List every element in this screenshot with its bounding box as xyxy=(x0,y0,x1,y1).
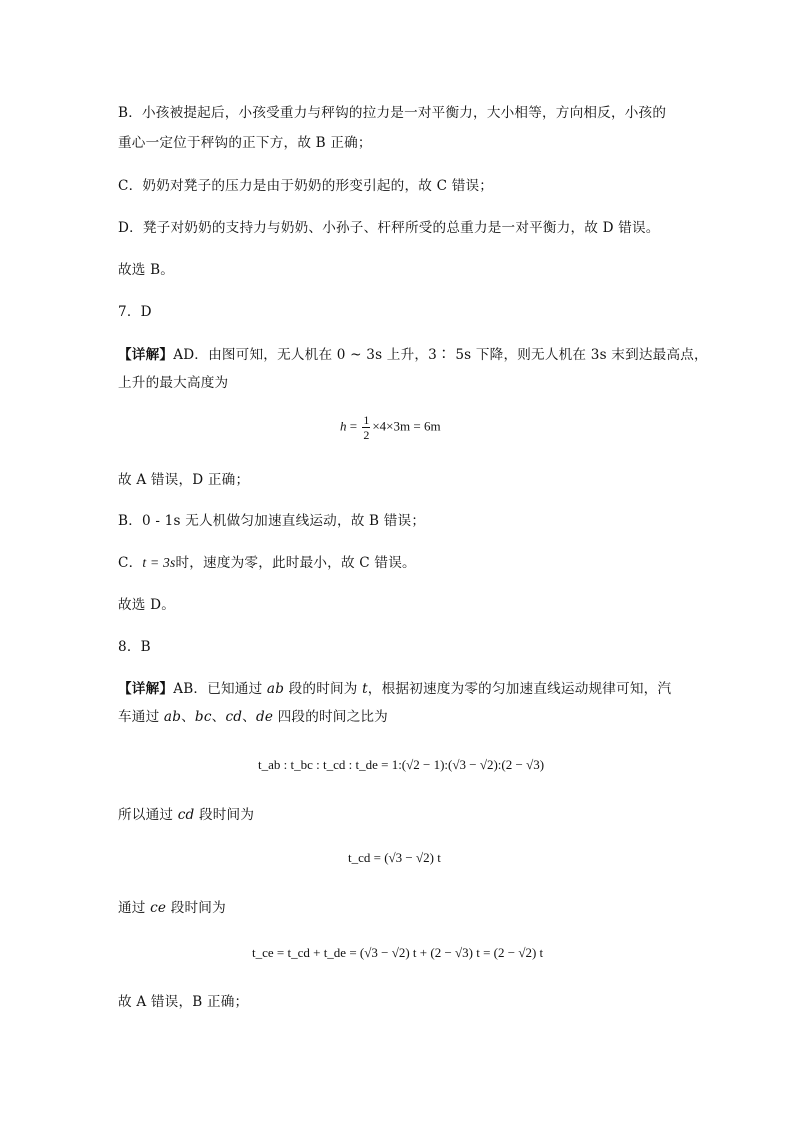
text-span: 通过 xyxy=(118,900,151,916)
detail-tag: 【详解】 xyxy=(118,347,174,363)
text-line: D．凳子对奶奶的支持力与奶奶、小孙子、杆秤所受的总重力是一对平衡力，故 D 错误。 xyxy=(118,220,660,236)
text-line xyxy=(118,553,416,573)
eq-var: h xyxy=(340,418,347,434)
math-inline: ce xyxy=(150,900,167,916)
eq-sign: = xyxy=(346,418,361,434)
text-line: 重心一定位于秤钩的正下方，故 B 正确； xyxy=(118,135,372,151)
math-inline: bc xyxy=(194,709,212,725)
text-line xyxy=(118,679,671,699)
eq-text: t_ce = t_cd + t_de = (√3 − √2) t + (2 − √3) t = (2 − √2) t xyxy=(252,945,544,960)
text-span: AB．已知通过 xyxy=(173,681,267,697)
math-inline: cd xyxy=(225,709,243,725)
question-number: 7．D xyxy=(118,304,152,320)
text-line: B．0 - 1s 无人机做匀加速直线运动，故 B 错误； xyxy=(118,513,426,529)
text-span: 、 xyxy=(242,709,256,725)
text-line: 故选 D。 xyxy=(118,597,176,613)
math-inline: cd xyxy=(177,807,195,823)
math-inline: t = 3s xyxy=(142,555,176,570)
text-span: ，根据初速度为零的匀加速直线运动规律可知，汽 xyxy=(367,681,672,697)
text-span: 时，速度为零，此时最小，故 C 错误。 xyxy=(175,555,416,571)
text-span: 所以通过 xyxy=(118,807,178,823)
text-span: 车通过 xyxy=(118,709,164,725)
text-line: C．奶奶对凳子的压力是由于奶奶的形变引起的，故 C 错误； xyxy=(118,178,494,194)
text-span: AD．由图可知，无人机在 0 ~ 3s 上升，3∶ 5s 下降，则无人机在 3s 末到达最高点， xyxy=(173,347,708,363)
text-line: 故 A 错误，B 正确； xyxy=(118,994,249,1010)
text-span: 段时间为 xyxy=(194,807,255,823)
text-line: 故 A 错误，D 正确； xyxy=(118,472,250,488)
text-line: B．小孩被提起后，小孩受重力与秤钩的拉力是一对平衡力，大小相等，方向相反，小孩的 xyxy=(118,105,667,121)
fraction-numerator: 1 xyxy=(363,413,370,427)
text-line xyxy=(118,805,254,825)
text-span: 、 xyxy=(211,709,226,725)
fraction xyxy=(362,413,370,442)
text-line: 上升的最大高度为 xyxy=(118,375,229,391)
equation-ratio xyxy=(258,755,544,775)
fraction-denominator: 2 xyxy=(363,428,370,442)
text-span: 段的时间为 xyxy=(284,681,363,697)
math-inline: t xyxy=(362,681,368,697)
eq-text: t_ab : t_bc : t_cd : t_de = 1:(√2 − 1):(√3 − √2):(2 − √3) xyxy=(258,757,545,772)
eq-text: t_cd = (√3 − √2) t xyxy=(348,850,441,865)
equation-height xyxy=(340,413,441,442)
text-line xyxy=(118,345,708,365)
text-span: 四段的时间之比为 xyxy=(273,709,388,725)
text-line xyxy=(118,707,388,727)
math-inline: ab xyxy=(163,709,182,725)
detail-tag: 【详解】 xyxy=(118,681,174,697)
text-span: C． xyxy=(118,555,143,571)
math-inline: ab xyxy=(266,681,285,697)
text-line: 故选 B。 xyxy=(118,262,175,278)
equation-tcd xyxy=(348,848,441,868)
text-span: 、 xyxy=(181,709,195,725)
equation-tce xyxy=(252,943,543,963)
text-line xyxy=(118,898,226,918)
text-span: 段时间为 xyxy=(166,900,226,916)
eq-rest: ×4×3m = 6m xyxy=(372,418,441,434)
question-number: 8．B xyxy=(118,639,151,655)
math-inline: de xyxy=(255,709,274,725)
